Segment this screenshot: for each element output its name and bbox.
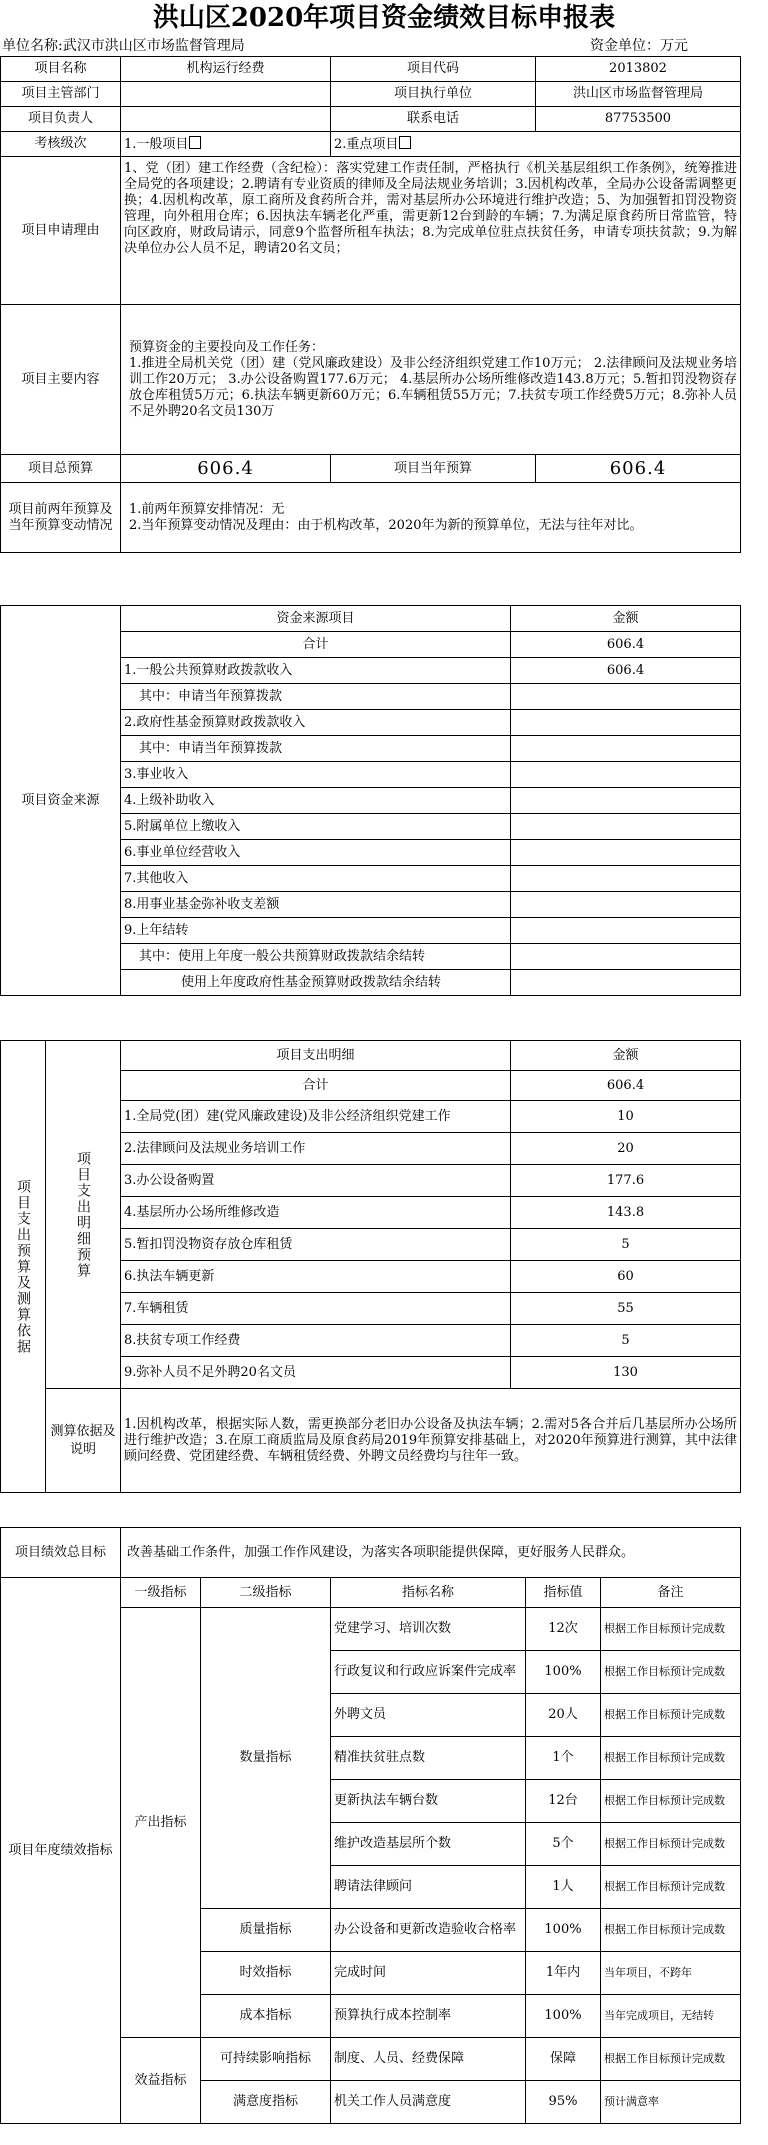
prior-line-2: 2.当年预算变动情况及理由：由于机构改革，2020年为新的预算单位，无法与往年对比。 <box>129 517 643 533</box>
indicator-name: 制度、人员、经费保障 <box>331 2038 526 2081</box>
level-option-key <box>331 132 741 157</box>
level1-output: 产出指标 <box>121 1608 201 2038</box>
project-code: 2013802 <box>536 57 741 82</box>
basis-label: 测算依据及说明 <box>46 1389 121 1493</box>
expense-inner-label-text: 项目支出明细预算 <box>75 1150 91 1279</box>
basic-info-table <box>0 56 741 553</box>
source-row-amount <box>511 970 741 996</box>
source-row-amount <box>511 710 741 736</box>
fund-unit: 资金单位：万元 <box>590 38 688 54</box>
expense-row-amount: 177.6 <box>511 1165 741 1197</box>
project-code-label: 项目代码 <box>331 57 536 82</box>
indicator-name: 预算执行成本控制率 <box>331 1995 526 2038</box>
dept-value <box>121 82 331 107</box>
project-name: 机构运行经费 <box>121 57 331 82</box>
source-row-name: 合计 <box>121 632 511 658</box>
total-budget: 606.4 <box>121 455 331 483</box>
indicators-label: 项目年度绩效指标 <box>1 1578 121 2124</box>
source-row-name: 5.附属单位上缴收入 <box>121 814 511 840</box>
indicator-name: 维护改造基层所个数 <box>331 1823 526 1866</box>
current-budget: 606.4 <box>536 455 741 483</box>
basis-text: 1.因机构改革，根据实际人数，需更换部分老旧办公设备及执法车辆；2.需对5各合并后几基层所办公场所进行维护改造；3.在原工商质监局及原食药局2019年预算安排基础上，对2020年预算进行测算，其中法律顾问经费、党团建经费、车辆租赁经费、外聘文员经费均与往年一致。 <box>121 1389 741 1493</box>
prior-text <box>121 483 741 553</box>
level2-quality: 质量指标 <box>201 1909 331 1952</box>
project-name-label: 项目名称 <box>1 57 121 82</box>
source-row-name: 其中：申请当年预算拨款 <box>121 684 511 710</box>
indicator-name: 完成时间 <box>331 1952 526 1995</box>
source-row-amount <box>511 762 741 788</box>
indicator-name: 外聘文员 <box>331 1694 526 1737</box>
dept-label: 项目主管部门 <box>1 82 121 107</box>
unit-line <box>2 36 422 56</box>
owner-value <box>121 107 331 132</box>
expense-outer-label <box>1 1041 46 1493</box>
source-row-name: 使用上年度政府性基金预算财政拨款结余结转 <box>121 970 511 996</box>
level-label: 考核级次 <box>1 132 121 157</box>
prior-line-1: 1.前两年预算安排情况：无 <box>129 501 285 517</box>
exec-unit: 洪山区市场监督管理局 <box>536 82 741 107</box>
indicator-name: 更新执法车辆台数 <box>331 1780 526 1823</box>
source-row-name: 2.政府性基金预算财政拨款收入 <box>121 710 511 736</box>
indicator-value: 1人 <box>526 1866 601 1909</box>
indicator-note: 根据工作目标预计完成数 <box>601 1780 741 1823</box>
level1-benefit: 效益指标 <box>121 2038 201 2124</box>
indicator-value: 100% <box>526 1651 601 1694</box>
indicator-note: 根据工作目标预计完成数 <box>601 1823 741 1866</box>
expense-table <box>0 1040 741 1493</box>
expense-row-name: 9.弥补人员不足外聘20名文员 <box>121 1357 511 1389</box>
expense-row-amount: 143.8 <box>511 1197 741 1229</box>
checkbox-icon <box>189 136 201 149</box>
indicator-name: 办公设备和更新改造验收合格率 <box>331 1909 526 1952</box>
indicator-value: 1年内 <box>526 1952 601 1995</box>
indicator-value: 100% <box>526 1909 601 1952</box>
expense-row-name: 2.法律顾问及法规业务培训工作 <box>121 1133 511 1165</box>
indicator-note: 根据工作目标预计完成数 <box>601 1651 741 1694</box>
indicator-value: 95% <box>526 2081 601 2124</box>
content-label: 项目主要内容 <box>1 305 121 455</box>
sources-col-amount: 金额 <box>511 606 741 632</box>
expense-row-amount: 5 <box>511 1229 741 1261</box>
level2-cost: 成本指标 <box>201 1995 331 2038</box>
indicators-table <box>0 1527 741 2124</box>
source-row-amount <box>511 866 741 892</box>
sources-col-item: 资金来源项目 <box>121 606 511 632</box>
expense-row-amount: 10 <box>511 1101 741 1133</box>
expense-row-amount: 5 <box>511 1325 741 1357</box>
goal-text: 改善基础工作条件，加强工作作风建设，为落实各项职能提供保障，更好服务人民群众。 <box>121 1528 741 1578</box>
indicator-note: 根据工作目标预计完成数 <box>601 1694 741 1737</box>
indicator-name: 机关工作人员满意度 <box>331 2081 526 2124</box>
expense-row-name: 8.扶贫专项工作经费 <box>121 1325 511 1357</box>
expense-row-amount: 130 <box>511 1357 741 1389</box>
header-level2: 二级指标 <box>201 1578 331 1608</box>
header-note: 备注 <box>601 1578 741 1608</box>
level2-sustain: 可持续影响指标 <box>201 2038 331 2081</box>
reason-text: 1、党（团）建工作经费（含纪检）：落实党建工作责任制，严格执行《机关基层组织工作条例》，统筹推进全局党的各项建设；2.聘请有专业资质的律师及全局法规业务培训；3.因机构改革，全局办公设备需调整更换；4.因机构改革，原工商所及食药所合并，需对基层所办公环境进行维护改造；5、为加强暂扣罚没物资管理，向外租用仓库；6.因执法车辆老化严重，需更新12台到龄的车辆；7.为满足原食药所日常监管，特向区政府，财政局请示，同意9个监督所租车执法；8.为完成单位驻点扶贫任务，申请专项扶贫款；9.为解决单位办公人员不足，聘请20名文员； <box>121 157 741 305</box>
phone: 87753500 <box>536 107 741 132</box>
page-title: 洪山区2020年项目资金绩效目标申报表 <box>152 3 616 33</box>
header-level1: 一级指标 <box>121 1578 201 1608</box>
source-row-name: 6.事业单位经营收入 <box>121 840 511 866</box>
source-row-name: 3.事业收入 <box>121 762 511 788</box>
indicator-value: 保障 <box>526 2038 601 2081</box>
expense-col-amount: 金额 <box>511 1041 741 1071</box>
source-row-name: 其中：申请当年预算拨款 <box>121 736 511 762</box>
level2-time: 时效指标 <box>201 1952 331 1995</box>
indicator-name: 精准扶贫驻点数 <box>331 1737 526 1780</box>
expense-row-name: 5.暂扣罚没物资存放仓库租赁 <box>121 1229 511 1261</box>
indicator-note: 根据工作目标预计完成数 <box>601 1909 741 1952</box>
expense-row-amount: 606.4 <box>511 1071 741 1101</box>
source-row-amount: 606.4 <box>511 658 741 684</box>
expense-row-amount: 55 <box>511 1293 741 1325</box>
level-option-key-text: 2.重点项目 <box>334 136 399 152</box>
source-row-amount: 606.4 <box>511 632 741 658</box>
indicator-value: 5个 <box>526 1823 601 1866</box>
unit-name: 武汉市洪山区市场监督管理局 <box>62 38 245 54</box>
indicator-name: 聘请法律顾问 <box>331 1866 526 1909</box>
source-row-amount <box>511 788 741 814</box>
source-row-name: 8.用事业基金弥补收支差额 <box>121 892 511 918</box>
expense-row-amount: 60 <box>511 1261 741 1293</box>
indicator-note: 根据工作目标预计完成数 <box>601 1737 741 1780</box>
expense-row-name: 合计 <box>121 1071 511 1101</box>
sources-label: 项目资金来源 <box>1 606 121 996</box>
indicator-value: 12台 <box>526 1780 601 1823</box>
goal-label: 项目绩效总目标 <box>1 1528 121 1578</box>
indicator-note: 根据工作目标预计完成数 <box>601 1866 741 1909</box>
source-row-amount <box>511 840 741 866</box>
source-row-name: 9.上年结转 <box>121 918 511 944</box>
header-value: 指标值 <box>526 1578 601 1608</box>
expense-row-name: 3.办公设备购置 <box>121 1165 511 1197</box>
source-row-name: 其中：使用上年度一般公共预算财政拨款结余结转 <box>121 944 511 970</box>
expense-row-amount: 20 <box>511 1133 741 1165</box>
exec-unit-label: 项目执行单位 <box>331 82 536 107</box>
total-budget-label: 项目总预算 <box>1 455 121 483</box>
indicator-note: 当年完成项目，无结转 <box>601 1995 741 2038</box>
indicator-note: 预计满意率 <box>601 2081 741 2124</box>
level-option-general-text: 1.一般项目 <box>124 136 189 152</box>
source-row-amount <box>511 892 741 918</box>
expense-row-name: 6.执法车辆更新 <box>121 1261 511 1293</box>
source-row-amount <box>511 918 741 944</box>
indicator-note: 当年项目，不跨年 <box>601 1952 741 1995</box>
source-row-name: 4.上级补助收入 <box>121 788 511 814</box>
source-row-amount <box>511 944 741 970</box>
source-row-name: 7.其他收入 <box>121 866 511 892</box>
content-text: 预算资金的主要投向及工作任务： 1.推进全局机关党（团）建（党风廉政建设）及非公经济组织党建工作10万元； 2.法律顾问及法规业务培训工作20万元； 3.办公设备购置177.6万元； 4.基层所办公场所维修改造143.8万元；5.暂扣罚没物资存放仓库租赁5万元；6.执法车辆更新60万元；6.车辆租赁55万元；7.扶贫专项工作经费5万元；8.弥补人员不足外聘20名文员130万 <box>121 305 741 455</box>
source-row-amount <box>511 684 741 710</box>
indicator-note: 根据工作目标预计完成数 <box>601 1608 741 1651</box>
current-budget-label: 项目当年预算 <box>331 455 536 483</box>
expense-inner-label <box>46 1041 121 1389</box>
expense-col-item: 项目支出明细 <box>121 1041 511 1071</box>
prior-label: 项目前两年预算及当年预算变动情况 <box>1 483 121 553</box>
expense-row-name: 4.基层所办公场所维修改造 <box>121 1197 511 1229</box>
indicator-value: 20人 <box>526 1694 601 1737</box>
owner-label: 项目负责人 <box>1 107 121 132</box>
indicator-value: 12次 <box>526 1608 601 1651</box>
indicator-value: 100% <box>526 1995 601 2038</box>
header-name: 指标名称 <box>331 1578 526 1608</box>
level2-quantity: 数量指标 <box>201 1608 331 1909</box>
indicator-name: 行政复议和行政应诉案件完成率 <box>331 1651 526 1694</box>
expense-row-name: 1.全局党(团）建(党风廉政建设)及非公经济组织党建工作 <box>121 1101 511 1133</box>
source-row-amount <box>511 814 741 840</box>
checkbox-icon <box>399 136 411 149</box>
source-row-name: 1.一般公共预算财政拨款收入 <box>121 658 511 684</box>
expense-outer-label-text: 项目支出预算及测算依据 <box>15 1178 31 1355</box>
funding-sources-table <box>0 605 741 996</box>
level2-satisfaction: 满意度指标 <box>201 2081 331 2124</box>
level-option-general <box>121 132 331 157</box>
expense-row-name: 7.车辆租赁 <box>121 1293 511 1325</box>
indicator-value: 1个 <box>526 1737 601 1780</box>
indicator-name: 党建学习、培训次数 <box>331 1608 526 1651</box>
phone-label: 联系电话 <box>331 107 536 132</box>
indicator-note: 根据工作目标预计完成数 <box>601 2038 741 2081</box>
reason-label: 项目申请理由 <box>1 157 121 305</box>
unit-label: 单位名称: <box>2 38 63 54</box>
source-row-amount <box>511 736 741 762</box>
